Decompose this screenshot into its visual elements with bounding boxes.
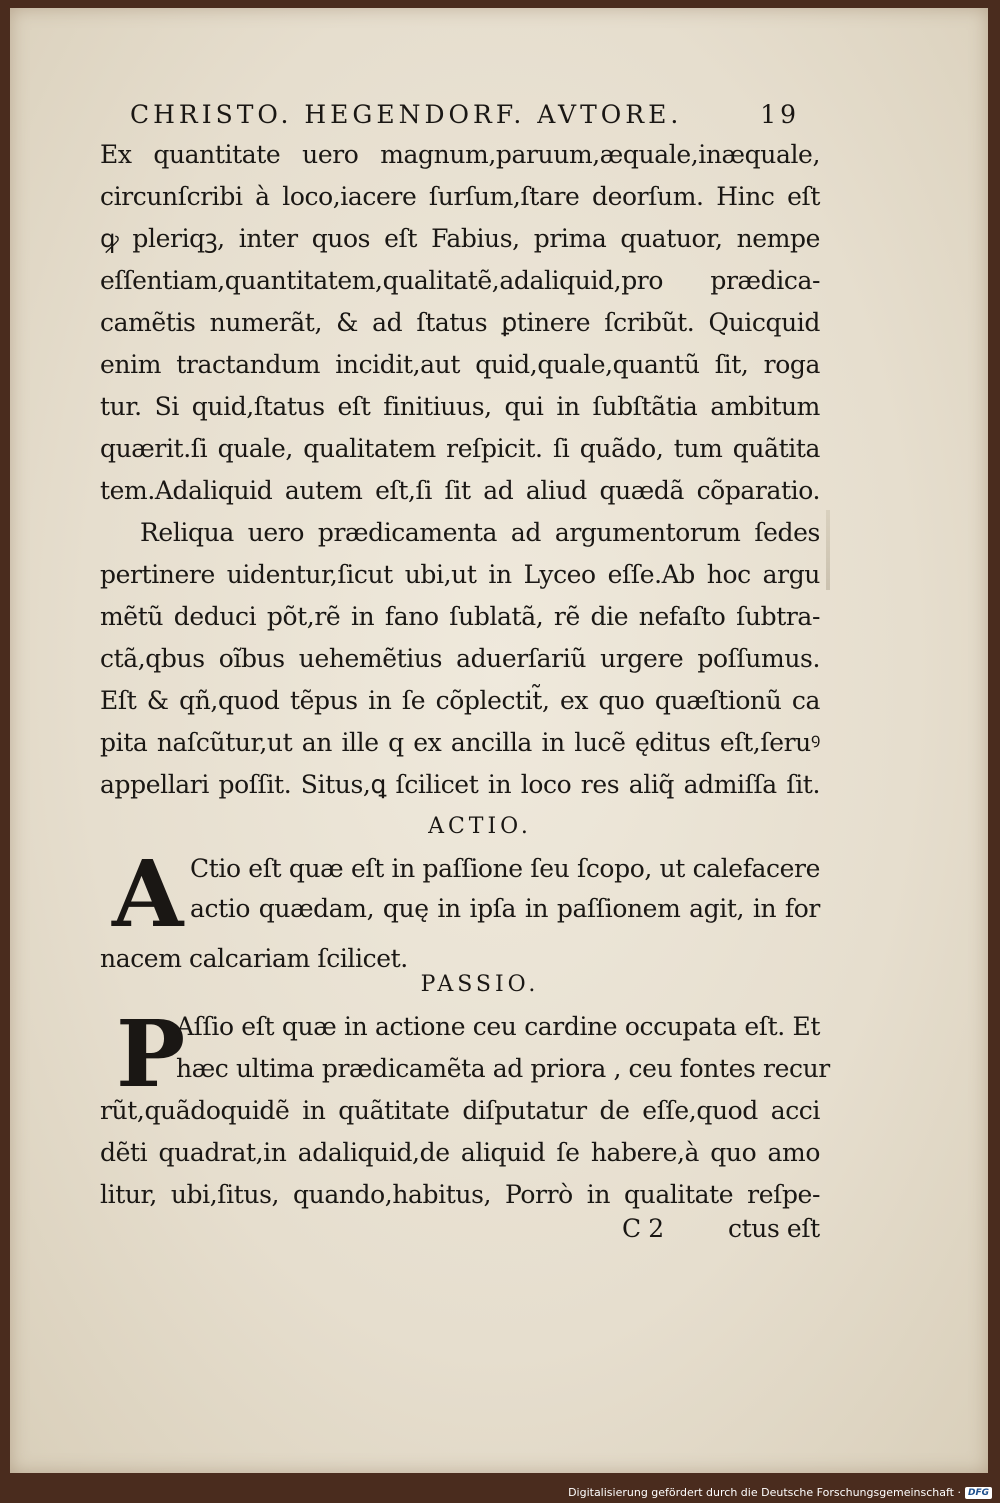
page-number: 19 [760,100,800,129]
text-line: circunſcribi à loco,iacere ſurſum,ſtare deorſum. Hinc eſt [100,182,820,211]
initial-letter-p: P [116,1000,186,1108]
text-line: hæc ultima prædicamẽta ad priora , ceu fontes recur [176,1054,830,1083]
text-line: Reliqua uero prædicamenta ad argumentorum ſedes [140,518,820,547]
text-line: mẽtũ deduci põt,rẽ in fano ſublatã, rẽ die nefaſto ſubtra- [100,602,820,631]
text-line: appellari poſſit. Situs,ꝗ ſcilicet in loco res aliq̃ admiſſa ſit. [100,770,820,799]
text-line: Ctio eſt quæ eſt in paſſione ſeu ſcopo, ut calefacere [190,854,820,883]
text-line: litur, ubi,ſitus, quando,habitus, Porrò in qualitate reſpe- [100,1180,820,1209]
dfg-logo-icon: DFG [965,1487,992,1499]
text-line: pertinere uidentur,ſicut ubi,ut in Lyceo eſſe.Ab hoc argu [100,560,820,589]
running-head [130,98,800,132]
catchword: ctus eſt [728,1214,820,1243]
digitization-footer [568,1486,992,1499]
text-line: Ex quantitate uero magnum,paruum,æquale,inæquale, [100,140,820,169]
section-heading-actio: ACTIO. [428,814,532,839]
text-line: tem.Adaliquid autem eſt,ſi ſit ad aliud quædã cõparatio. [100,476,820,505]
initial-letter-a: A [112,840,184,948]
text-line: eſſentiam,quantitatem,qualitatẽ,adaliquid,pro prædica- [100,266,820,295]
running-head-title: CHRISTO. HEGENDORF. AVTORE. [130,100,683,129]
text-line: Aſſio eſt quæ in actione ceu cardine occupata eſt. Et [176,1012,820,1041]
text-line: camẽtis numerãt, & ad ſtatus ꝑtinere ſcribũt. Quicquid [100,308,820,337]
text-line: dẽti quadrat,in adaliquid,de aliquid ſe habere,à quo amo [100,1138,820,1167]
text-line: ꝙ pleriqꝫ, inter quos eſt Fabius, prima quatuor, nempe [100,224,820,253]
text-line: nacem calcariam ſcilicet. [100,944,408,973]
text-line: rũt,quãdoquidẽ in quãtitate diſputatur de eſſe,quod acci [100,1096,820,1125]
text-line: quærit.ſi quale, qualitatem reſpicit. ſi quãdo, tum quãtita [100,434,820,463]
text-line: pita naſcũtur,ut an ille q ex ancilla in lucẽ ęditus eſt,ſeruꝰ [100,728,820,757]
text-line: ctã,qbus oĩbus uehemẽtius aduerſariũ urgere poſſumus. [100,644,820,673]
text-line: actio quædam, quę in ipſa in paſſionem agit, in for [190,894,820,923]
page-edge-shadow [826,510,830,590]
section-heading-passio: PASSIO. [420,972,540,997]
text-line: enim tractandum incidit,aut quid,quale,quantũ ſit, roga [100,350,820,379]
text-line: tur. Si quid,ſtatus eſt finitiuus, qui in ſubſtãtia ambitum [100,392,820,421]
signature-mark: C 2 [622,1214,664,1243]
footer-text: Digitalisierung gefördert durch die Deutsche Forschungsgemeinschaft · [568,1486,961,1499]
text-line: Eſt & qñ,quod tẽpus in ſe cõplectit̃, ex quo quæſtionũ ca [100,686,820,715]
